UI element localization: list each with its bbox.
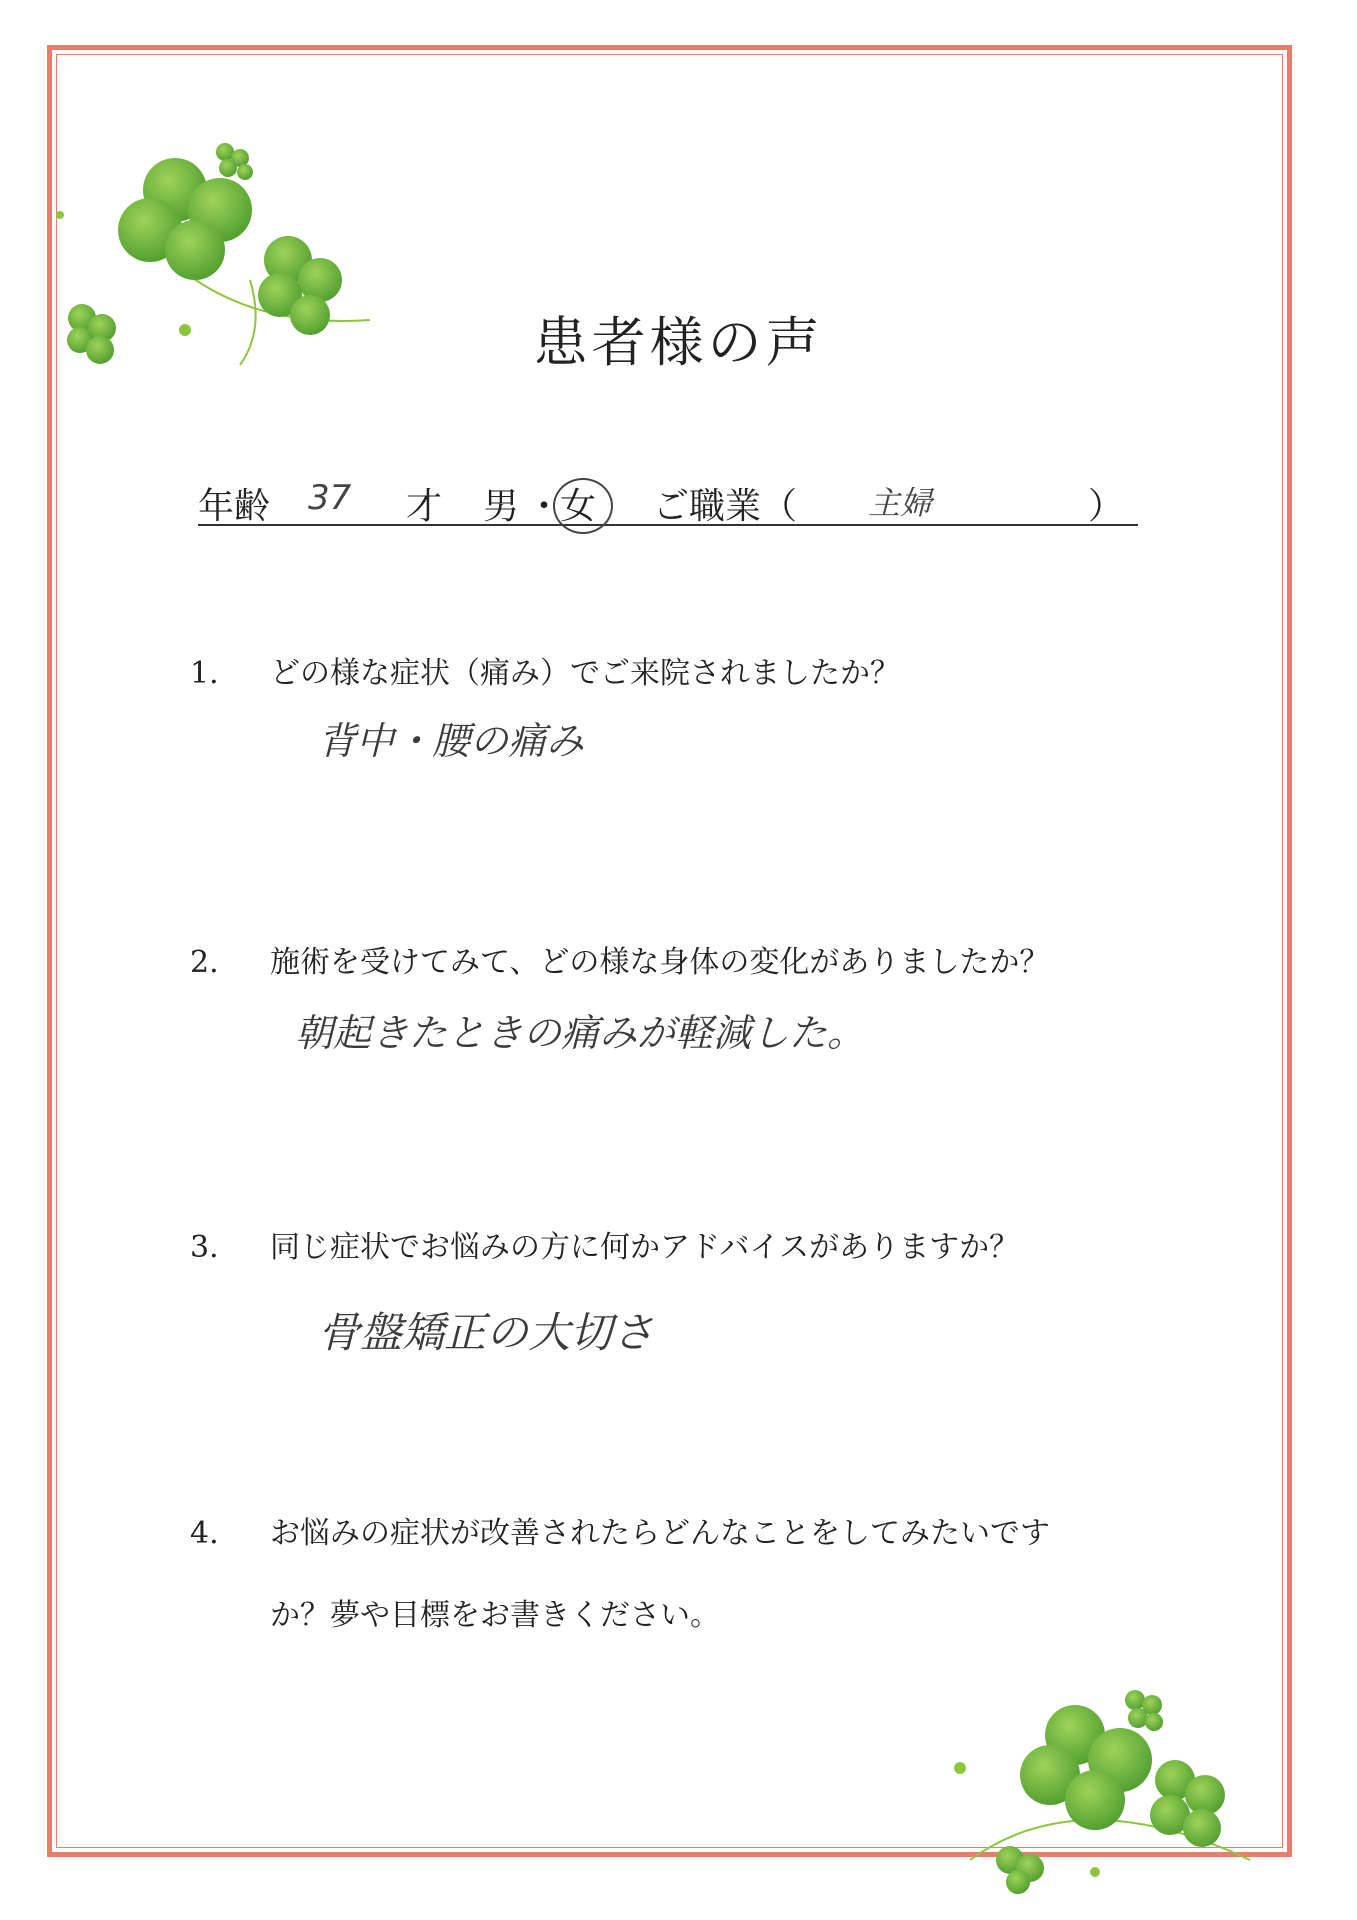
occupation-value: 主婦 [868,484,933,522]
clover-icon [1150,1760,1225,1847]
occupation-close: ） [1088,486,1125,527]
question-number: 1. [190,656,219,691]
question-3 [190,1222,1019,1266]
gender-female: 女 [560,486,597,527]
gender-separator: ・ [526,486,563,527]
clover-icon [216,143,253,180]
question-number: 4. [190,1516,219,1551]
gender-selected-circle [553,478,613,534]
question-text: どの様な症状（痛み）でご来院されましたか？ [270,656,900,691]
answer-1: 背中・腰の痛み [318,719,585,763]
gender-male: 男 [483,486,520,527]
question-4 [190,1508,1050,1552]
age-label: 年齢 [198,486,271,527]
clover-icon [1125,1690,1163,1731]
page-title: 患者様の声 [533,311,824,374]
question-text: 同じ症状でお悩みの方に何かアドバイスがありますか？ [270,1230,1020,1265]
age-value: 37 [308,478,352,518]
occupation-label: ご職業（ [653,486,798,527]
question-number: 3. [190,1230,219,1265]
age-unit: 才 [406,486,443,527]
clover-decoration-bottom-right [930,1660,1270,1895]
question-text-line2: か？夢や目標をお書きください。 [270,1598,720,1633]
question-text: 施術を受けてみて、どの様な身体の変化がありましたか？ [270,945,1050,980]
question-number: 2. [190,945,219,980]
answer-3: 骨盤矯正の大切さ [318,1308,655,1357]
question-1 [190,648,900,692]
answer-2: 朝起きたときの痛みが軽減した。 [295,1011,866,1055]
clover-icon [996,1846,1044,1894]
question-2 [190,937,1049,981]
patient-info-row [198,476,1138,526]
clover-icon [118,158,252,280]
question-text-line1: お悩みの症状が改善されたらどんなことをしてみたいです [270,1516,1050,1551]
question-4-continued [270,1590,720,1634]
